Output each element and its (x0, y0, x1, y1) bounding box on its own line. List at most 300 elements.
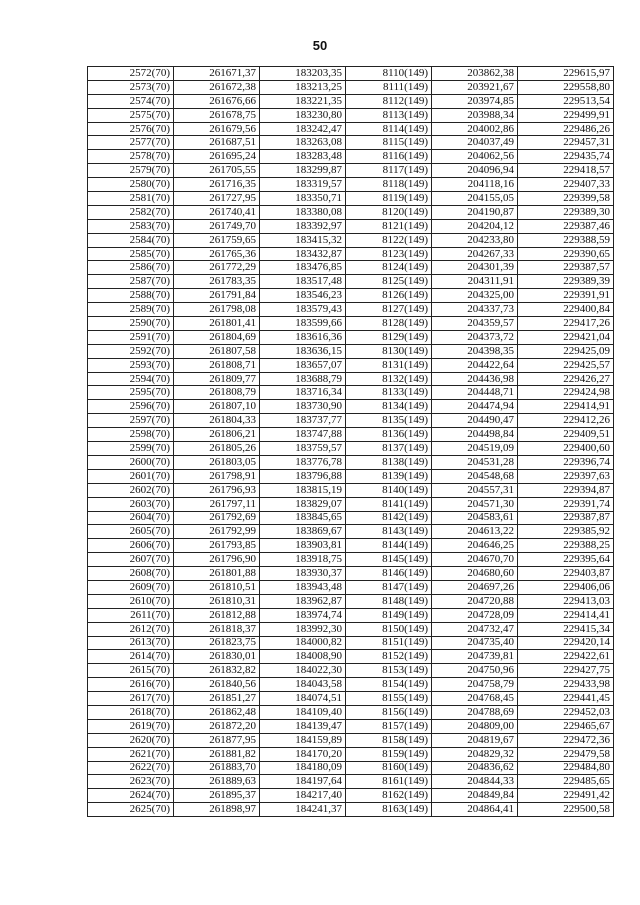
cell-point-id-a: 2593(70) (88, 358, 174, 372)
cell-x-coord-a: 261765,36 (174, 247, 260, 261)
cell-x-coord-a: 261806,21 (174, 428, 260, 442)
cell-point-id-a: 2606(70) (88, 539, 174, 553)
cell-x-coord-a: 261749,70 (174, 219, 260, 233)
cell-x-coord-a: 261798,08 (174, 303, 260, 317)
cell-point-id-a: 2574(70) (88, 94, 174, 108)
cell-point-id-a: 2615(70) (88, 664, 174, 678)
cell-point-id-a: 2591(70) (88, 330, 174, 344)
cell-point-id-b: 8154(149) (346, 678, 432, 692)
table-row (88, 150, 614, 164)
cell-y-coord-a: 183242,47 (260, 122, 346, 136)
cell-x-coord-a: 261772,29 (174, 261, 260, 275)
cell-y-coord-a: 184022,30 (260, 664, 346, 678)
table-row (88, 344, 614, 358)
cell-point-id-a: 2621(70) (88, 747, 174, 761)
cell-x-coord-a: 261797,11 (174, 497, 260, 511)
cell-y-coord-a: 183299,87 (260, 164, 346, 178)
cell-x-coord-b: 204062,56 (432, 150, 518, 164)
cell-point-id-b: 8146(149) (346, 567, 432, 581)
cell-point-id-b: 8161(149) (346, 775, 432, 789)
cell-point-id-a: 2617(70) (88, 692, 174, 706)
cell-y-coord-b: 229412,26 (518, 414, 614, 428)
table-row (88, 164, 614, 178)
cell-y-coord-a: 183476,85 (260, 261, 346, 275)
cell-x-coord-a: 261823,75 (174, 636, 260, 650)
cell-x-coord-b: 204337,73 (432, 303, 518, 317)
cell-point-id-b: 8141(149) (346, 497, 432, 511)
cell-x-coord-b: 204750,96 (432, 664, 518, 678)
cell-y-coord-b: 229452,03 (518, 705, 614, 719)
cell-y-coord-a: 184159,89 (260, 733, 346, 747)
cell-y-coord-b: 229396,74 (518, 455, 614, 469)
cell-y-coord-b: 229485,65 (518, 775, 614, 789)
table-row (88, 94, 614, 108)
cell-y-coord-a: 183962,87 (260, 594, 346, 608)
cell-point-id-b: 8135(149) (346, 414, 432, 428)
cell-x-coord-a: 261803,05 (174, 455, 260, 469)
cell-x-coord-b: 204557,31 (432, 483, 518, 497)
cell-y-coord-a: 183283,48 (260, 150, 346, 164)
cell-point-id-b: 8117(149) (346, 164, 432, 178)
cell-point-id-b: 8137(149) (346, 442, 432, 456)
cell-point-id-a: 2604(70) (88, 511, 174, 525)
cell-y-coord-a: 183759,57 (260, 442, 346, 456)
cell-y-coord-a: 183616,36 (260, 330, 346, 344)
cell-y-coord-a: 183829,07 (260, 497, 346, 511)
cell-x-coord-a: 261679,56 (174, 122, 260, 136)
cell-point-id-a: 2578(70) (88, 150, 174, 164)
table-row (88, 317, 614, 331)
cell-x-coord-b: 204829,32 (432, 747, 518, 761)
cell-point-id-a: 2582(70) (88, 205, 174, 219)
cell-x-coord-a: 261727,95 (174, 192, 260, 206)
cell-x-coord-a: 261798,91 (174, 469, 260, 483)
table-row (88, 650, 614, 664)
cell-x-coord-a: 261695,24 (174, 150, 260, 164)
table-row (88, 108, 614, 122)
cell-x-coord-b: 204849,84 (432, 789, 518, 803)
cell-y-coord-a: 184109,40 (260, 705, 346, 719)
cell-y-coord-a: 183737,77 (260, 414, 346, 428)
table-row (88, 275, 614, 289)
cell-y-coord-b: 229395,64 (518, 553, 614, 567)
cell-y-coord-b: 229513,54 (518, 94, 614, 108)
cell-x-coord-a: 261809,77 (174, 372, 260, 386)
cell-point-id-b: 8151(149) (346, 636, 432, 650)
table-row (88, 608, 614, 622)
cell-point-id-a: 2607(70) (88, 553, 174, 567)
cell-point-id-a: 2594(70) (88, 372, 174, 386)
cell-x-coord-b: 204325,00 (432, 289, 518, 303)
cell-point-id-b: 8127(149) (346, 303, 432, 317)
cell-y-coord-b: 229387,46 (518, 219, 614, 233)
cell-y-coord-a: 183517,48 (260, 275, 346, 289)
cell-point-id-b: 8156(149) (346, 705, 432, 719)
table-row (88, 594, 614, 608)
table-row (88, 622, 614, 636)
cell-point-id-a: 2609(70) (88, 580, 174, 594)
table-row (88, 289, 614, 303)
table-row (88, 525, 614, 539)
cell-y-coord-a: 183230,80 (260, 108, 346, 122)
cell-point-id-a: 2613(70) (88, 636, 174, 650)
cell-x-coord-b: 204680,60 (432, 567, 518, 581)
cell-x-coord-a: 261687,51 (174, 136, 260, 150)
cell-y-coord-b: 229389,39 (518, 275, 614, 289)
cell-y-coord-b: 229486,26 (518, 122, 614, 136)
cell-y-coord-b: 229491,42 (518, 789, 614, 803)
table-row (88, 678, 614, 692)
cell-point-id-a: 2577(70) (88, 136, 174, 150)
cell-y-coord-a: 183657,07 (260, 358, 346, 372)
cell-point-id-b: 8113(149) (346, 108, 432, 122)
cell-point-id-a: 2576(70) (88, 122, 174, 136)
cell-point-id-b: 8122(149) (346, 233, 432, 247)
cell-x-coord-b: 204531,28 (432, 455, 518, 469)
cell-point-id-b: 8160(149) (346, 761, 432, 775)
cell-x-coord-a: 261793,85 (174, 539, 260, 553)
cell-x-coord-b: 203862,38 (432, 67, 518, 81)
cell-y-coord-b: 229479,58 (518, 747, 614, 761)
cell-y-coord-b: 229403,87 (518, 567, 614, 581)
cell-y-coord-a: 183796,88 (260, 469, 346, 483)
cell-x-coord-b: 204190,87 (432, 205, 518, 219)
table-row (88, 205, 614, 219)
cell-y-coord-b: 229409,51 (518, 428, 614, 442)
cell-point-id-a: 2579(70) (88, 164, 174, 178)
cell-point-id-b: 8163(149) (346, 803, 432, 817)
cell-x-coord-b: 204732,47 (432, 622, 518, 636)
table-row (88, 483, 614, 497)
cell-point-id-b: 8125(149) (346, 275, 432, 289)
cell-y-coord-b: 229441,45 (518, 692, 614, 706)
cell-point-id-b: 8128(149) (346, 317, 432, 331)
cell-y-coord-b: 229615,97 (518, 67, 614, 81)
cell-x-coord-b: 204002,86 (432, 122, 518, 136)
cell-x-coord-b: 203974,85 (432, 94, 518, 108)
cell-y-coord-a: 183213,25 (260, 80, 346, 94)
cell-y-coord-b: 229387,87 (518, 511, 614, 525)
cell-x-coord-a: 261672,38 (174, 80, 260, 94)
cell-x-coord-a: 261862,48 (174, 705, 260, 719)
cell-y-coord-a: 184197,64 (260, 775, 346, 789)
cell-point-id-a: 2589(70) (88, 303, 174, 317)
cell-point-id-a: 2600(70) (88, 455, 174, 469)
cell-point-id-a: 2583(70) (88, 219, 174, 233)
table-row (88, 705, 614, 719)
cell-y-coord-a: 183263,08 (260, 136, 346, 150)
cell-x-coord-a: 261678,75 (174, 108, 260, 122)
cell-y-coord-b: 229417,26 (518, 317, 614, 331)
cell-point-id-a: 2612(70) (88, 622, 174, 636)
cell-y-coord-b: 229387,57 (518, 261, 614, 275)
cell-x-coord-a: 261792,69 (174, 511, 260, 525)
table-row (88, 733, 614, 747)
cell-x-coord-b: 204583,61 (432, 511, 518, 525)
table-row (88, 80, 614, 94)
cell-y-coord-a: 184170,20 (260, 747, 346, 761)
cell-y-coord-b: 229397,63 (518, 469, 614, 483)
cell-x-coord-b: 204118,16 (432, 178, 518, 192)
cell-y-coord-b: 229389,30 (518, 205, 614, 219)
cell-y-coord-b: 229388,25 (518, 539, 614, 553)
cell-point-id-b: 8155(149) (346, 692, 432, 706)
cell-point-id-a: 2605(70) (88, 525, 174, 539)
cell-point-id-b: 8132(149) (346, 372, 432, 386)
cell-x-coord-b: 204819,67 (432, 733, 518, 747)
cell-x-coord-a: 261881,82 (174, 747, 260, 761)
cell-point-id-b: 8144(149) (346, 539, 432, 553)
cell-x-coord-b: 204809,00 (432, 719, 518, 733)
cell-point-id-b: 8119(149) (346, 192, 432, 206)
cell-x-coord-b: 204498,84 (432, 428, 518, 442)
cell-x-coord-a: 261895,37 (174, 789, 260, 803)
cell-x-coord-b: 204768,45 (432, 692, 518, 706)
cell-y-coord-a: 183546,23 (260, 289, 346, 303)
cell-point-id-b: 8147(149) (346, 580, 432, 594)
cell-x-coord-b: 204436,98 (432, 372, 518, 386)
cell-x-coord-a: 261810,51 (174, 580, 260, 594)
cell-point-id-b: 8162(149) (346, 789, 432, 803)
cell-x-coord-b: 204844,33 (432, 775, 518, 789)
table-row (88, 386, 614, 400)
table-row (88, 428, 614, 442)
cell-point-id-b: 8114(149) (346, 122, 432, 136)
cell-point-id-a: 2590(70) (88, 317, 174, 331)
cell-point-id-b: 8152(149) (346, 650, 432, 664)
cell-point-id-a: 2622(70) (88, 761, 174, 775)
cell-point-id-b: 8149(149) (346, 608, 432, 622)
cell-x-coord-a: 261801,41 (174, 317, 260, 331)
cell-point-id-a: 2625(70) (88, 803, 174, 817)
cell-y-coord-b: 229457,31 (518, 136, 614, 150)
cell-y-coord-b: 229424,98 (518, 386, 614, 400)
cell-x-coord-b: 203988,34 (432, 108, 518, 122)
cell-point-id-b: 8158(149) (346, 733, 432, 747)
cell-x-coord-a: 261759,65 (174, 233, 260, 247)
table-row (88, 178, 614, 192)
cell-y-coord-b: 229422,61 (518, 650, 614, 664)
cell-y-coord-a: 184043,58 (260, 678, 346, 692)
cell-x-coord-b: 204155,05 (432, 192, 518, 206)
cell-x-coord-a: 261830,01 (174, 650, 260, 664)
cell-y-coord-a: 184008,90 (260, 650, 346, 664)
cell-x-coord-a: 261796,90 (174, 553, 260, 567)
table-row (88, 192, 614, 206)
cell-point-id-b: 8129(149) (346, 330, 432, 344)
cell-point-id-a: 2614(70) (88, 650, 174, 664)
cell-x-coord-a: 261840,56 (174, 678, 260, 692)
cell-x-coord-b: 204735,40 (432, 636, 518, 650)
table-row (88, 553, 614, 567)
cell-y-coord-a: 183747,88 (260, 428, 346, 442)
cell-y-coord-a: 183815,19 (260, 483, 346, 497)
cell-x-coord-b: 204096,94 (432, 164, 518, 178)
cell-y-coord-a: 183918,75 (260, 553, 346, 567)
table-row (88, 775, 614, 789)
cell-x-coord-b: 204864,41 (432, 803, 518, 817)
cell-x-coord-b: 204613,22 (432, 525, 518, 539)
cell-x-coord-b: 204728,09 (432, 608, 518, 622)
cell-y-coord-b: 229500,58 (518, 803, 614, 817)
cell-y-coord-b: 229435,74 (518, 150, 614, 164)
table-row (88, 761, 614, 775)
cell-y-coord-a: 183319,57 (260, 178, 346, 192)
cell-y-coord-a: 183432,87 (260, 247, 346, 261)
cell-y-coord-b: 229472,36 (518, 733, 614, 747)
cell-y-coord-a: 183636,15 (260, 344, 346, 358)
cell-point-id-a: 2586(70) (88, 261, 174, 275)
cell-x-coord-a: 261783,35 (174, 275, 260, 289)
cell-x-coord-a: 261807,10 (174, 400, 260, 414)
cell-point-id-b: 8112(149) (346, 94, 432, 108)
cell-x-coord-a: 261808,79 (174, 386, 260, 400)
cell-y-coord-b: 229399,58 (518, 192, 614, 206)
cell-y-coord-a: 183716,34 (260, 386, 346, 400)
coordinates-table (87, 66, 614, 817)
cell-x-coord-b: 203921,67 (432, 80, 518, 94)
cell-x-coord-b: 204670,70 (432, 553, 518, 567)
cell-point-id-a: 2575(70) (88, 108, 174, 122)
cell-x-coord-a: 261671,37 (174, 67, 260, 81)
cell-y-coord-a: 183392,97 (260, 219, 346, 233)
cell-x-coord-a: 261883,70 (174, 761, 260, 775)
cell-y-coord-a: 183974,74 (260, 608, 346, 622)
cell-y-coord-a: 184180,09 (260, 761, 346, 775)
cell-y-coord-b: 229425,57 (518, 358, 614, 372)
cell-y-coord-a: 183776,78 (260, 455, 346, 469)
cell-point-id-b: 8120(149) (346, 205, 432, 219)
cell-point-id-b: 8118(149) (346, 178, 432, 192)
cell-point-id-a: 2573(70) (88, 80, 174, 94)
table-row (88, 330, 614, 344)
cell-y-coord-b: 229418,57 (518, 164, 614, 178)
table-row (88, 567, 614, 581)
cell-y-coord-b: 229406,06 (518, 580, 614, 594)
cell-x-coord-a: 261851,27 (174, 692, 260, 706)
table-row (88, 636, 614, 650)
table-row (88, 497, 614, 511)
cell-x-coord-b: 204720,88 (432, 594, 518, 608)
cell-y-coord-b: 229391,74 (518, 497, 614, 511)
cell-y-coord-b: 229427,75 (518, 664, 614, 678)
table-row (88, 747, 614, 761)
cell-point-id-a: 2592(70) (88, 344, 174, 358)
cell-point-id-b: 8115(149) (346, 136, 432, 150)
cell-x-coord-a: 261808,71 (174, 358, 260, 372)
cell-x-coord-b: 204373,72 (432, 330, 518, 344)
cell-y-coord-a: 184217,40 (260, 789, 346, 803)
cell-point-id-a: 2588(70) (88, 289, 174, 303)
cell-point-id-a: 2595(70) (88, 386, 174, 400)
table-row (88, 372, 614, 386)
cell-point-id-b: 8159(149) (346, 747, 432, 761)
cell-x-coord-a: 261792,99 (174, 525, 260, 539)
cell-x-coord-a: 261807,58 (174, 344, 260, 358)
cell-y-coord-a: 183869,67 (260, 525, 346, 539)
cell-point-id-a: 2596(70) (88, 400, 174, 414)
cell-x-coord-a: 261740,41 (174, 205, 260, 219)
page-number: 50 (312, 38, 328, 53)
cell-y-coord-a: 183415,32 (260, 233, 346, 247)
cell-x-coord-b: 204571,30 (432, 497, 518, 511)
cell-x-coord-b: 204422,64 (432, 358, 518, 372)
cell-point-id-b: 8123(149) (346, 247, 432, 261)
cell-point-id-b: 8142(149) (346, 511, 432, 525)
cell-point-id-a: 2608(70) (88, 567, 174, 581)
cell-y-coord-b: 229388,59 (518, 233, 614, 247)
cell-point-id-b: 8143(149) (346, 525, 432, 539)
table-row (88, 511, 614, 525)
cell-point-id-a: 2580(70) (88, 178, 174, 192)
cell-point-id-b: 8116(149) (346, 150, 432, 164)
cell-x-coord-b: 204448,71 (432, 386, 518, 400)
cell-point-id-b: 8134(149) (346, 400, 432, 414)
cell-point-id-b: 8136(149) (346, 428, 432, 442)
cell-point-id-a: 2624(70) (88, 789, 174, 803)
cell-point-id-b: 8121(149) (346, 219, 432, 233)
cell-x-coord-a: 261810,31 (174, 594, 260, 608)
cell-point-id-b: 8131(149) (346, 358, 432, 372)
cell-point-id-b: 8110(149) (346, 67, 432, 81)
cell-point-id-b: 8126(149) (346, 289, 432, 303)
cell-y-coord-a: 183730,90 (260, 400, 346, 414)
cell-x-coord-a: 261801,88 (174, 567, 260, 581)
cell-y-coord-a: 184074,51 (260, 692, 346, 706)
cell-x-coord-b: 204697,26 (432, 580, 518, 594)
cell-x-coord-a: 261804,69 (174, 330, 260, 344)
cell-point-id-b: 8130(149) (346, 344, 432, 358)
cell-point-id-a: 2587(70) (88, 275, 174, 289)
table-row (88, 122, 614, 136)
cell-x-coord-a: 261791,84 (174, 289, 260, 303)
cell-y-coord-b: 229391,91 (518, 289, 614, 303)
table-row (88, 580, 614, 594)
cell-y-coord-b: 229407,33 (518, 178, 614, 192)
cell-y-coord-a: 184241,37 (260, 803, 346, 817)
cell-x-coord-b: 204836,62 (432, 761, 518, 775)
cell-y-coord-a: 183930,37 (260, 567, 346, 581)
cell-y-coord-b: 229421,04 (518, 330, 614, 344)
cell-x-coord-b: 204037,49 (432, 136, 518, 150)
cell-x-coord-b: 204359,57 (432, 317, 518, 331)
cell-point-id-b: 8124(149) (346, 261, 432, 275)
cell-x-coord-a: 261877,95 (174, 733, 260, 747)
cell-point-id-a: 2603(70) (88, 497, 174, 511)
table-row (88, 136, 614, 150)
table-row (88, 67, 614, 81)
cell-x-coord-b: 204204,12 (432, 219, 518, 233)
cell-y-coord-a: 183350,71 (260, 192, 346, 206)
table-row (88, 789, 614, 803)
cell-y-coord-a: 183903,81 (260, 539, 346, 553)
cell-y-coord-b: 229558,80 (518, 80, 614, 94)
cell-point-id-a: 2618(70) (88, 705, 174, 719)
cell-y-coord-b: 229425,09 (518, 344, 614, 358)
table-row (88, 442, 614, 456)
cell-y-coord-a: 183579,43 (260, 303, 346, 317)
cell-y-coord-b: 229413,03 (518, 594, 614, 608)
table-row (88, 233, 614, 247)
cell-x-coord-b: 204474,94 (432, 400, 518, 414)
cell-x-coord-a: 261676,66 (174, 94, 260, 108)
cell-y-coord-b: 229415,34 (518, 622, 614, 636)
cell-x-coord-b: 204490,47 (432, 414, 518, 428)
cell-x-coord-b: 204646,25 (432, 539, 518, 553)
cell-x-coord-a: 261804,33 (174, 414, 260, 428)
cell-y-coord-b: 229414,91 (518, 400, 614, 414)
table-row (88, 358, 614, 372)
